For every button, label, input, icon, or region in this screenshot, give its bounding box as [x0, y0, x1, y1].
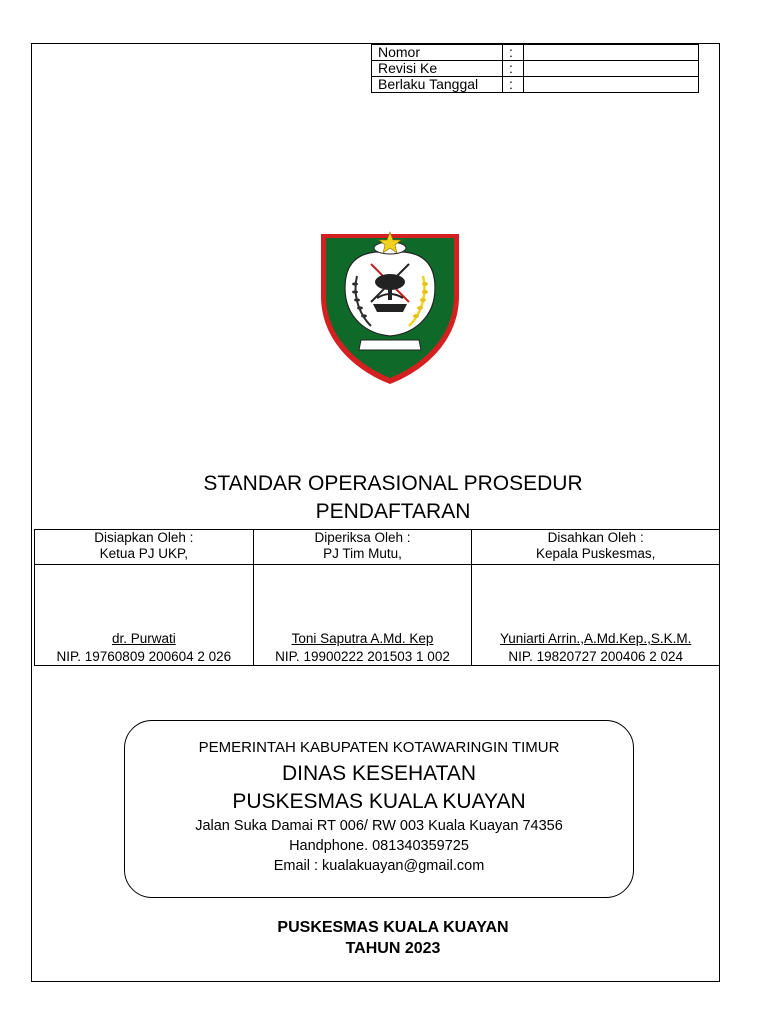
signature-cell [35, 565, 254, 666]
document-meta-table [371, 44, 699, 93]
regency-emblem-logo [319, 226, 461, 386]
meta-colon: : [503, 77, 524, 93]
agency-email: Email : kualakuayan@gmail.com [273, 858, 485, 874]
signature-cell [472, 565, 720, 666]
signer-name: Toni Saputra A.Md. Kep [291, 631, 434, 646]
meta-value [524, 77, 699, 93]
signer-nip: NIP. 19900222 201503 1 002 [275, 649, 450, 664]
document-footer [31, 917, 755, 959]
signature-header-cell [253, 530, 472, 565]
signature-body-row [35, 565, 720, 666]
signer-name: Yuniarti Arrin.,A.Md.Kep.,S.K.M. [500, 631, 692, 646]
signature-header-row [35, 530, 720, 565]
meta-colon: : [503, 45, 524, 61]
signature-header: Disahkan Oleh : [547, 530, 644, 545]
meta-value [524, 61, 699, 77]
signature-header-cell [472, 530, 720, 565]
signer-nip: NIP. 19820727 200406 2 024 [508, 649, 683, 664]
signer-nip: NIP. 19760809 200604 2 026 [56, 649, 232, 664]
title-line-1: STANDAR OPERASIONAL PROSEDUR [203, 472, 583, 495]
footer-line-1: PUSKESMAS KUALA KUAYAN [277, 919, 509, 936]
signature-role: Kepala Puskesmas, [536, 546, 656, 561]
agency-government: PEMERINTAH KABUPATEN KOTAWARINGIN TIMUR [198, 739, 560, 756]
document-title [31, 470, 755, 526]
meta-label: Nomor [372, 45, 503, 61]
meta-value [524, 45, 699, 61]
signature-table [34, 529, 720, 666]
agency-info-box [124, 720, 634, 898]
meta-row-revisi [372, 61, 699, 77]
meta-row-nomor [372, 45, 699, 61]
meta-row-berlaku [372, 77, 699, 93]
signature-role: PJ Tim Mutu, [323, 546, 402, 561]
meta-colon: : [503, 61, 524, 77]
agency-address: Jalan Suka Damai RT 006/ RW 003 Kuala Kuayan 74356 [195, 818, 563, 834]
footer-line-2: TAHUN 2023 [345, 940, 441, 957]
signer-name: dr. Purwati [111, 631, 176, 646]
title-line-2: PENDAFTARAN [315, 500, 471, 523]
signature-header: Disiapkan Oleh : [94, 530, 194, 545]
meta-label: Revisi Ke [372, 61, 503, 77]
signature-header-cell [35, 530, 254, 565]
agency-department: DINAS KESEHATAN [281, 762, 477, 785]
signature-cell [253, 565, 472, 666]
emblem-icon [319, 226, 461, 386]
signature-header: Diperiksa Oleh : [314, 530, 411, 545]
agency-puskesmas: PUSKESMAS KUALA KUAYAN [232, 790, 526, 813]
agency-phone: Handphone. 081340359725 [289, 838, 469, 854]
meta-label: Berlaku Tanggal [372, 77, 503, 93]
signature-role: Ketua PJ UKP, [99, 546, 188, 561]
